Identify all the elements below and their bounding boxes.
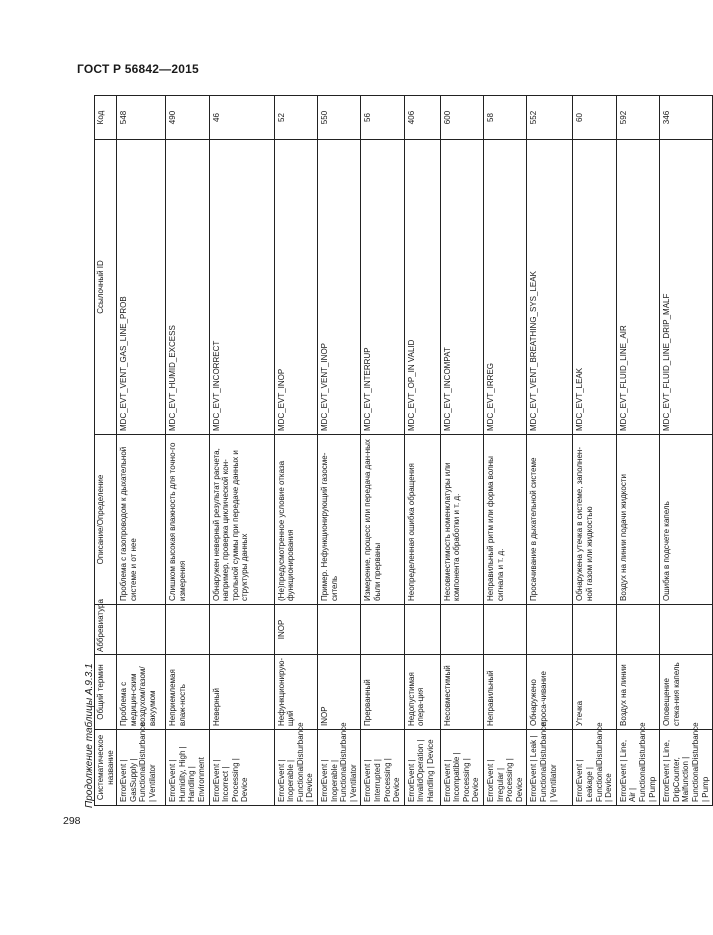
- table-cell-code: 52: [274, 96, 317, 140]
- table-cell-abbr: [209, 605, 274, 655]
- table-cell-desc: Обнаружена утечка в системе, заполнен-ной газом или жидкостью: [573, 435, 616, 605]
- table-row: [484, 96, 527, 806]
- table-cell-desc: Неправильный ритм или форма волны сигнала и т. д.: [484, 435, 527, 605]
- table-cell-desc: Измерение, процесс или передача дан-ных были прерваны: [361, 435, 404, 605]
- table-cell-ref: MDC_EVT_VENT_GAS_LINE_PROB: [117, 140, 166, 435]
- table-cell-code: 58: [484, 96, 527, 140]
- table-cell-abbr: [527, 605, 573, 655]
- table-cell-code: 550: [317, 96, 360, 140]
- table-cell-desc: (Не)предусмотренное условие отказа функционирования: [274, 435, 317, 605]
- table-cell-abbr: [317, 605, 360, 655]
- table-cell-term: Несовместимый: [440, 655, 483, 730]
- table-cell-sys: ErrorEvent | GasSupply | FunctionalDisturbance | Ventilator: [117, 730, 166, 806]
- table-row: [361, 96, 404, 806]
- table-cell-abbr: [440, 605, 483, 655]
- column-header: Описание/Определение: [95, 435, 117, 605]
- table-cell-term: Оповещение стека-ния капель: [660, 655, 713, 730]
- table-cell-sys: ErrorEvent | Humidity, High | Handling | Environment: [166, 730, 209, 806]
- page-number: 298: [63, 815, 81, 827]
- table-cell-desc: Обнаружен неверный результат расчета, например, проверка циклической кон-трольной суммы при передаче данных и структуры данных: [209, 435, 274, 605]
- table-cell-abbr: [117, 605, 166, 655]
- table-cell-ref: MDC_EVT_FLUID_LINE_AIR: [616, 140, 659, 435]
- table-row: [573, 96, 616, 806]
- table-cell-ref: MDC_EVT_INCOMPAT: [440, 140, 483, 435]
- table-row: [440, 96, 483, 806]
- table-cell-desc: Неопределенная ошибка обращения: [404, 435, 440, 605]
- table-row: [117, 96, 166, 806]
- table-cell-code: 406: [404, 96, 440, 140]
- column-header: Код: [95, 96, 117, 140]
- table-cell-sys: ErrorEvent | InvalidOperation | Handling | Device: [404, 730, 440, 806]
- table-row: [527, 96, 573, 806]
- table-cell-term: Утечка: [573, 655, 616, 730]
- table-cell-code: 60: [573, 96, 616, 140]
- table-cell-sys: ErrorEvent | Inoperable | FunctionalDisturbance | Ventilator: [317, 730, 360, 806]
- table-cell-code: 548: [117, 96, 166, 140]
- table-container: [94, 95, 713, 806]
- table-cell-abbr: [484, 605, 527, 655]
- table-cell-sys: ErrorEvent | Inoperable | FunctionalDisturbance | Device: [274, 730, 317, 806]
- table-cell-code: 592: [616, 96, 659, 140]
- table-cell-abbr: [404, 605, 440, 655]
- table-cell-abbr: [166, 605, 209, 655]
- table-row: [317, 96, 360, 806]
- table-cell-term: Прерванный: [361, 655, 404, 730]
- column-header: Систематическое название: [95, 730, 117, 806]
- table-cell-desc: Воздух на линии подачи жидкости: [616, 435, 659, 605]
- table-cell-sys: ErrorEvent | Interrupted | Processing | Device: [361, 730, 404, 806]
- table-cell-term: Обнаружено проса-чивание: [527, 655, 573, 730]
- table-cell-abbr: [573, 605, 616, 655]
- table-cell-term: Недопустимая опера-ция: [404, 655, 440, 730]
- table-cell-desc: Ошибка в подсчете капель: [660, 435, 713, 605]
- table-cell-code: 600: [440, 96, 483, 140]
- table-row: [209, 96, 274, 806]
- table-cell-code: 490: [166, 96, 209, 140]
- column-header: Аббревиатура: [95, 605, 117, 655]
- table-cell-ref: MDC_EVT_LEAK: [573, 140, 616, 435]
- column-header: Ссылочный ID: [95, 140, 117, 435]
- table-row: [660, 96, 713, 806]
- table-cell-abbr: [660, 605, 713, 655]
- table-cell-sys: ErrorEvent | Line, DripCounter, Malfunction | FunctionalDisturbance | Pump: [660, 730, 713, 806]
- table-cell-desc: Проблема с газопроводом к дыхательной системе и от нее: [117, 435, 166, 605]
- table-cell-code: 552: [527, 96, 573, 140]
- table-cell-sys: ErrorEvent | Leak | FunctionalDisturbance | Ventilator: [527, 730, 573, 806]
- table-cell-ref: MDC_EVT_HUMID_EXCESS: [166, 140, 209, 435]
- table-body: [117, 96, 713, 806]
- table-cell-code: 46: [209, 96, 274, 140]
- table-cell-term: INOP: [317, 655, 360, 730]
- table-cell-term: Проблема с медицин-ским воздухом/газом/вакуумом: [117, 655, 166, 730]
- table-cell-term: Нефункционирую-щий: [274, 655, 317, 730]
- table-cell-desc: Просачивание в дыхательной системе: [527, 435, 573, 605]
- data-table: [94, 95, 713, 806]
- column-header: Общий термин: [95, 655, 117, 730]
- table-row: [616, 96, 659, 806]
- table-cell-sys: ErrorEvent | Incompatible | Processing | Device: [440, 730, 483, 806]
- table-cell-ref: MDC_EVT_VENT_INOP: [317, 140, 360, 435]
- table-cell-ref: MDC_EVT_INTERRUP: [361, 140, 404, 435]
- table-cell-desc: Слишком высокая влажность для точно-го измерения: [166, 435, 209, 605]
- table-row: [166, 96, 209, 806]
- table-caption: Продолжение таблицы А.9.3.1: [84, 663, 95, 808]
- table-cell-sys: ErrorEvent | Incorrect | Processing | Device: [209, 730, 274, 806]
- table-cell-term: Неверный: [209, 655, 274, 730]
- table-cell-sys: ErrorEvent | Irregular | Processing | Device: [484, 730, 527, 806]
- table-cell-ref: MDC_EVT_FLUID_LINE_DRIP_MALF: [660, 140, 713, 435]
- table-cell-term: Неприемлемая влаж-ность: [166, 655, 209, 730]
- table-cell-sys: ErrorEvent | Leakage | FunctionalDisturbance | Device: [573, 730, 616, 806]
- table-cell-ref: MDC_EVT_VENT_BREATHING_SYS_LEAK: [527, 140, 573, 435]
- table-cell-sys: ErrorEvent | Line, Air | FunctionalDisturbance | Pump: [616, 730, 659, 806]
- table-cell-ref: MDC_EVT_OP_IN VALID: [404, 140, 440, 435]
- table-cell-term: Неправильный: [484, 655, 527, 730]
- table-cell-abbr: [361, 605, 404, 655]
- table-cell-code: 56: [361, 96, 404, 140]
- table-cell-ref: MDC_EVT_INOP: [274, 140, 317, 435]
- table-cell-ref: MDC_EVT_INCORRECT: [209, 140, 274, 435]
- table-row: [274, 96, 317, 806]
- table-cell-abbr: INOP: [274, 605, 317, 655]
- table-cell-ref: MDC_EVT_IRREG: [484, 140, 527, 435]
- table-cell-abbr: [616, 605, 659, 655]
- table-cell-desc: Несовместимость номенклатуры или компонента обработки и т. д.: [440, 435, 483, 605]
- table-header-row: [95, 96, 117, 806]
- table-row: [404, 96, 440, 806]
- table-cell-desc: Пример. Нефункционирующий газосме-ситель: [317, 435, 360, 605]
- document-header: ГОСТ Р 56842—2015: [77, 62, 199, 76]
- table-cell-code: 346: [660, 96, 713, 140]
- table-cell-term: Воздух на линии: [616, 655, 659, 730]
